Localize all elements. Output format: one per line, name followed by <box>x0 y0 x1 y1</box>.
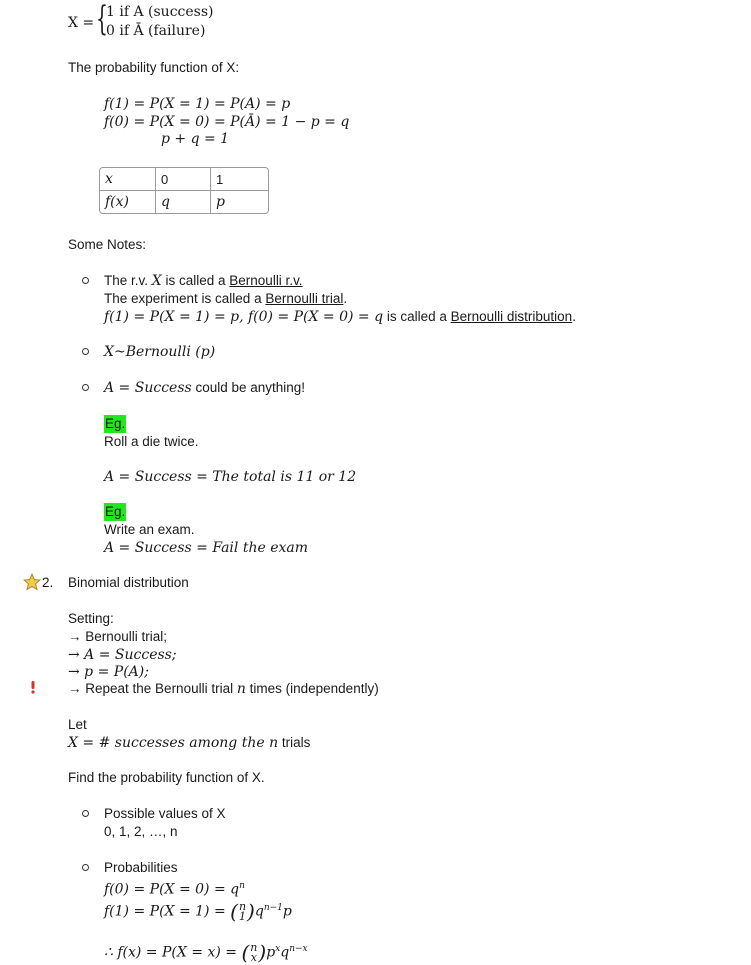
let-definition: X = # successes among the n trials <box>68 735 311 751</box>
example-2-math: A = Success = Fail the exam <box>104 540 309 556</box>
table-cell: 1 <box>211 168 268 191</box>
brace: { <box>96 0 108 39</box>
example-1-math: A = Success = The total is 11 or 12 <box>104 469 357 485</box>
table-cell: 0 <box>156 168 211 191</box>
term-bernoulli-trial: Bernoulli trial <box>265 291 344 306</box>
probability-table <box>99 167 269 214</box>
term-bernoulli-rv: Bernoulli r.v. <box>229 273 303 288</box>
prob-function-title: The probability function of X: <box>68 60 240 75</box>
note-bernoulli-trial: The experiment is called a Bernoulli trial. <box>104 291 348 306</box>
equation-f1: f(1) = P(X = 1) = P(A) = p <box>104 96 291 112</box>
equation-f0: f(0) = P(X = 0) = P(Ā) = 1 − p = q <box>104 114 350 130</box>
prob-fx: ∴ f(x) = P(X = x) = (n $x)p^xq^{n-x}$ <box>104 940 308 965</box>
probabilities-title: Probabilities <box>104 860 178 875</box>
setting-item: → Repeat the Bernoulli trial n times (independently) <box>68 681 379 697</box>
possible-values-title: Possible values of X <box>104 806 226 821</box>
note-bernoulli-notation: X~Bernoulli (p) <box>104 344 216 360</box>
equation-sum: p + q = 1 <box>161 131 230 147</box>
term-bernoulli-distribution: Bernoulli distribution <box>450 309 573 324</box>
case-failure: 0 if Ā (failure) <box>106 23 206 39</box>
star-icon <box>23 573 41 591</box>
table-row <box>100 168 268 191</box>
case-success: 1 if A (success) <box>106 4 214 20</box>
bullet-icon <box>82 864 89 871</box>
setting-item: → A = Success; <box>68 647 177 663</box>
bullet-icon <box>82 348 89 355</box>
prob-f0: $f(0) = P(X = 0) = q^n$ <box>104 881 245 898</box>
setting-title: Setting: <box>68 611 114 626</box>
example-2-text: Write an exam. <box>104 522 195 537</box>
possible-values-list: 0, 1, 2, …, n <box>104 824 178 839</box>
bullet-icon <box>82 810 89 817</box>
bullet-icon <box>82 384 89 391</box>
note-bernoulli-rv: The r.v. X is called a Bernoulli r.v. <box>104 273 303 289</box>
example-label: Eg. <box>105 416 126 431</box>
note-bernoulli-distribution: f(1) = P(X = 1) = p, f(0) = P(X = 0) = q is called a Bernoulli distribution. <box>104 309 576 325</box>
setting-item: → Bernoulli trial; <box>68 629 168 644</box>
prob-f1: f(1) = P(X = 1) = (n $1)q^{n-1}p$ <box>104 899 292 924</box>
note-success-anything: A = Success could be anything! <box>104 380 306 396</box>
x-definition-lhs: X = <box>68 15 95 31</box>
exclamation-icon <box>29 680 37 694</box>
example-label: Eg. <box>105 504 126 519</box>
section-title: Binomial distribution <box>68 575 189 590</box>
table-cell: f(x) <box>100 191 156 213</box>
table-cell: p <box>216 194 225 210</box>
setting-item: → p = P(A); <box>68 664 149 680</box>
table-cell: q <box>156 191 211 213</box>
section-number: 2. <box>42 575 54 590</box>
table-cell: x <box>100 168 156 191</box>
table-row <box>100 191 268 213</box>
notes-title: Some Notes: <box>68 237 147 252</box>
bullet-icon <box>82 277 89 284</box>
find-prob-function: Find the probability function of X. <box>68 770 265 785</box>
let-label: Let <box>68 717 87 732</box>
example-1-text: Roll a die twice. <box>104 434 199 449</box>
